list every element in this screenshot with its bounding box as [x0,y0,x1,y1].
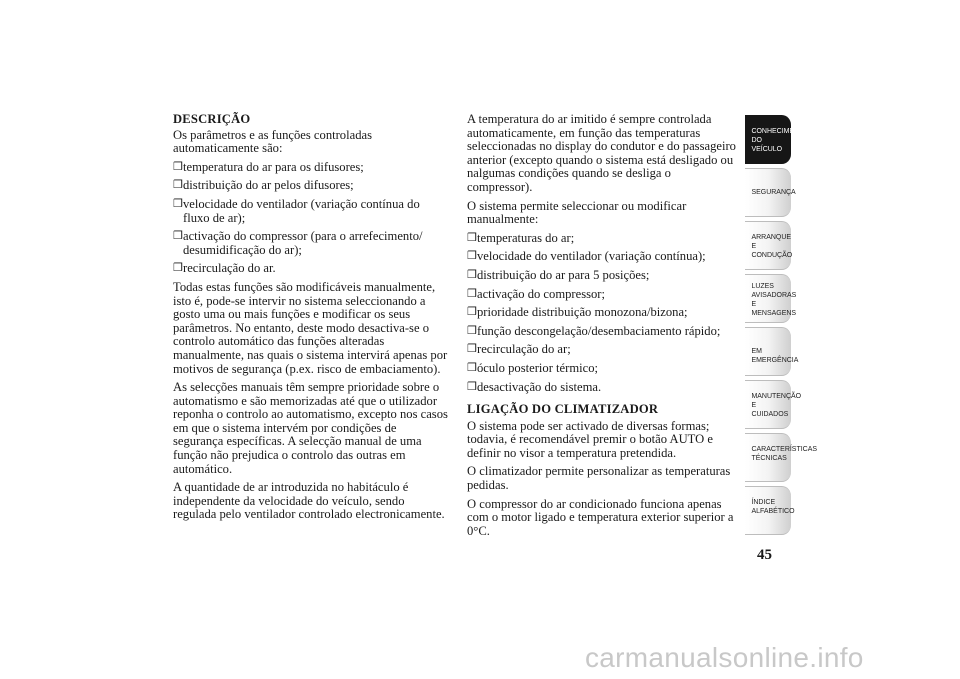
body-paragraph: Todas estas funções são modificáveis manualmente, isto é, pode-se intervir no sistema seleccionando a gosto uma ou mais funções e modificar os seus parâmetros. No entanto, deste modo desactiva-se o controlo automático das funções alteradas manualmente, nas quais o sistema intervirá apenas por motivos de segurança (p.ex. risco de embaciamento). [173,279,448,376]
tab-indice-alfabetico[interactable]: ÍNDICE ALFABÉTICO [745,486,791,535]
list-item: ❒ velocidade do ventilador (variação contínua); [467,249,706,264]
checkbox-bullet-icon: ❒ [467,231,477,244]
right-column [467,113,739,543]
list-item: ❒ distribuição do ar para 5 posições; [467,267,650,282]
tab-seguranca[interactable]: SEGURANÇA [745,168,791,217]
checkbox-bullet-icon: ❒ [467,361,477,374]
checkbox-bullet-icon: ❒ [173,262,183,275]
section-heading-ligacao: LIGAÇÃO DO CLIMATIZADOR [467,402,659,417]
auto-functions-list [173,161,449,276]
checkbox-bullet-icon: ❒ [173,230,183,243]
body-paragraph: A temperatura do ar imitido é sempre controlada automaticamente, em função das temperaturas seleccionadas no display do condutor e do passageiro anterior (excepto quando o sistema está desligado ou nalgumas condições quando se desliga o compressor). [467,112,736,194]
left-column [173,113,449,527]
checkbox-bullet-icon: ❒ [173,179,183,192]
list-item: ❒ velocidade do ventilador (variação contínua do fluxo de ar); [173,196,420,225]
list-item: ❒ recirculação do ar. [173,261,276,276]
section-heading-descricao: DESCRIÇÃO [173,112,251,126]
tab-luzes-avisadoras[interactable]: LUZES AVISADORAS E MENSAGENS [745,274,791,323]
checkbox-bullet-icon: ❒ [467,268,477,281]
checkbox-bullet-icon: ❒ [467,287,477,300]
list-item: ❒ recirculação do ar; [467,342,571,357]
list-item: ❒ temperatura do ar para os difusores; [173,159,364,174]
checkbox-bullet-icon: ❒ [467,250,477,263]
checkbox-bullet-icon: ❒ [173,197,183,210]
list-item: ❒ distribuição do ar pelos difusores; [173,178,354,193]
checkbox-bullet-icon: ❒ [467,306,477,319]
tab-conhecimento-do-veiculo[interactable]: CONHECIMENTO DO VEÍCULO [745,115,791,164]
tab-manutencao-e-cuidados[interactable]: MANUTENÇÃO E CUIDADOS [745,380,791,429]
tab-em-emergencia[interactable]: EM EMERGÊNCIA [745,327,791,376]
list-item: ❒ desactivação do sistema. [467,379,602,394]
watermark: carmanualsonline.info [585,642,864,673]
checkbox-bullet-icon: ❒ [467,324,477,337]
body-paragraph: O compressor do ar condicionado funciona apenas com o motor ligado e temperatura exterior superior a 0°C. [467,496,734,538]
list-item: ❒ temperaturas do ar; [467,230,575,245]
body-paragraph: O sistema pode ser activado de diversas formas; todavia, é recomendável premir o botão AUTO e definir no visor a temperatura pretendida. [467,418,713,460]
checkbox-bullet-icon: ❒ [467,380,477,393]
tab-caracteristicas-tecnicas[interactable]: CARACTERÍSTICAS TÉCNICAS [745,433,791,482]
checkbox-bullet-icon: ❒ [467,343,477,356]
intro-paragraph: Os parâmetros e as funções controladas automaticamente são: [173,127,372,156]
body-paragraph: O sistema permite seleccionar ou modificar manualmente: [467,198,687,227]
list-item: ❒ função descongelação/desembaciamento rápido; [467,323,721,338]
list-item: ❒ activação do compressor (para o arrefecimento/ desumidificação do ar); [173,229,423,257]
tab-arranque-e-conducao[interactable]: ARRANQUE E CONDUÇÃO [745,221,791,270]
page-number: 45 [757,547,772,563]
checkbox-bullet-icon: ❒ [173,160,183,173]
body-paragraph: As selecções manuais têm sempre prioridade sobre o automatismo e são memorizadas até que o utilizador reponha o controlo ao automatismo, excepto nos casos em que o sistema intervém por condições de segurança específicas. A selecção manual de uma função não prejudica o controlo das outras em automático. [173,380,448,476]
list-item: ❒ óculo posterior térmico; [467,360,599,375]
manual-functions-list [467,232,739,394]
chapter-index-tabs [745,115,818,539]
list-item: ❒ prioridade distribuição monozona/bizona; [467,305,688,320]
body-paragraph: A quantidade de ar introduzida no habitáculo é independente da velocidade do veículo, sendo regulada pelo ventilador controlado electronicamente. [173,480,445,522]
list-item: ❒ activação do compressor; [467,286,605,301]
body-paragraph: O climatizador permite personalizar as temperaturas pedidas. [467,464,731,493]
